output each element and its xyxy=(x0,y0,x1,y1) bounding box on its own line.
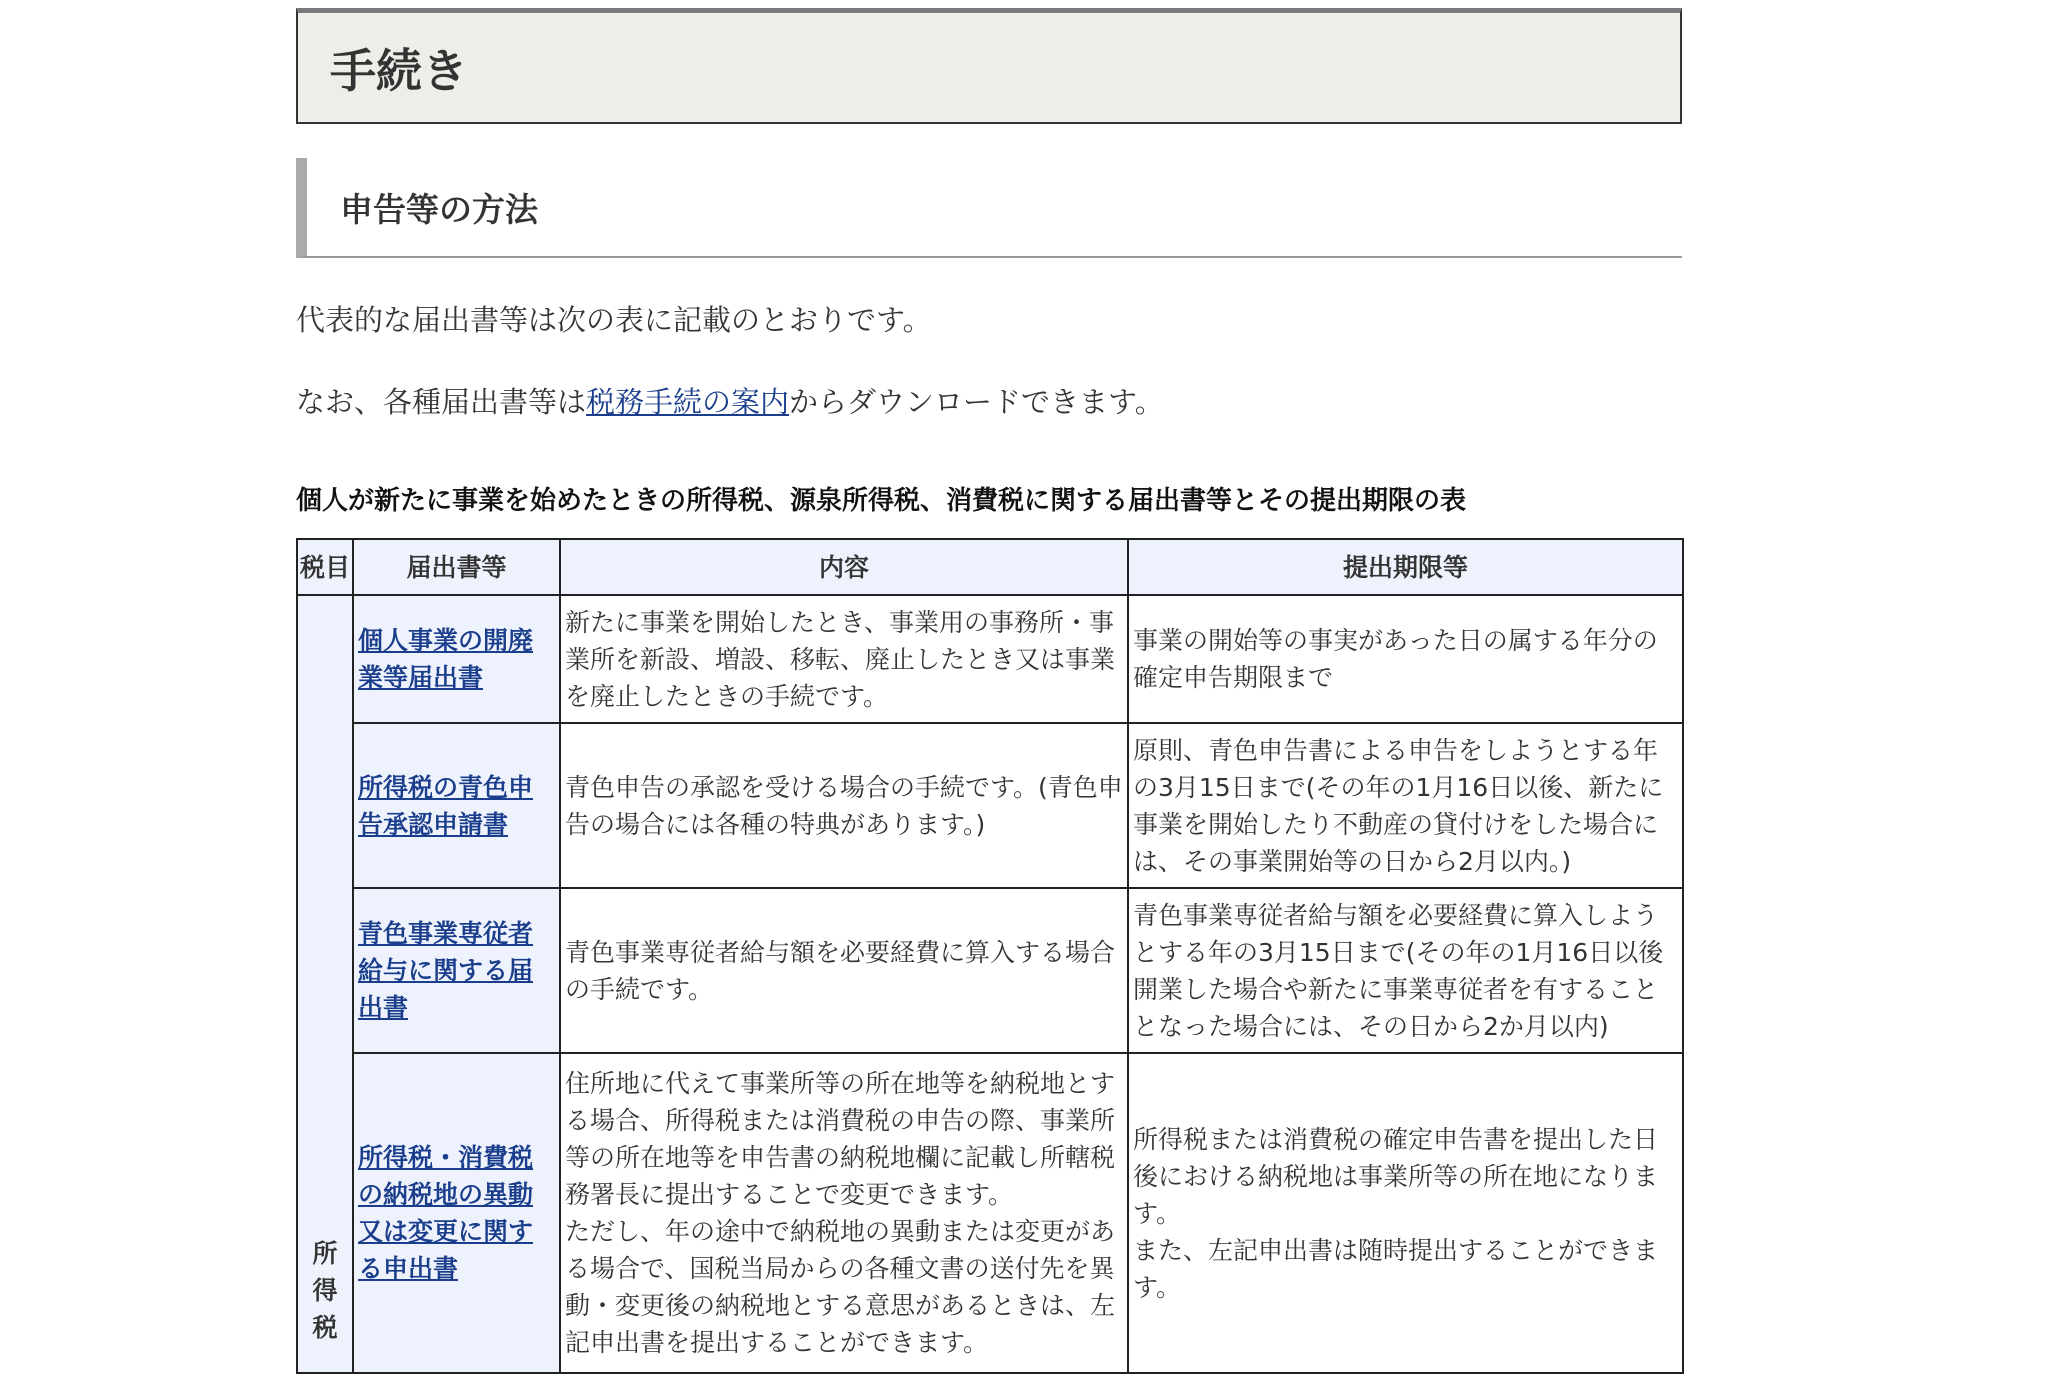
content-cell: 青色申告の承認を受ける場合の手続です。(青色申告の場合には各種の特典があります。) xyxy=(560,723,1128,888)
content-cell: 青色事業専従者給与額を必要経費に算入する場合の手続です。 xyxy=(560,888,1128,1053)
tax-procedure-guide-link[interactable]: 税務手続の案内 xyxy=(586,385,790,419)
table-row xyxy=(297,1053,1683,1373)
section-title: 申告等の方法 xyxy=(340,189,538,229)
tax-category-char: 所 xyxy=(312,1239,338,1268)
content-text: ただし、年の途中で納税地の異動または変更がある場合で、国税当局からの各種文書の送付先を異動・変更後の納税地とする意思があるときは、左記申出書を提出することができます。 xyxy=(565,1217,1116,1357)
tax-category-char: 税 xyxy=(312,1313,338,1342)
header-form: 届出書等 xyxy=(353,539,560,595)
table-header-row xyxy=(297,539,1683,595)
page-title-box xyxy=(296,8,1682,124)
page-title: 手続き xyxy=(330,43,468,98)
header-tax: 税目 xyxy=(297,539,353,595)
form-link-tax-place-change[interactable]: 所得税・消費税の納税地の異動又は変更に関する申出書 xyxy=(358,1143,534,1283)
tax-category-cell xyxy=(297,595,353,1373)
tax-category-char: 得 xyxy=(312,1276,338,1305)
page-content xyxy=(296,8,1682,1374)
header-deadline: 提出期限等 xyxy=(1128,539,1683,595)
form-cell xyxy=(353,595,560,723)
deadline-cell: 青色事業専従者給与額を必要経費に算入しようとする年の3月15日まで(その年の1月16日以後開業した場合や新たに事業専従者を有することとなった場合には、その日から2か月以内) xyxy=(1128,888,1683,1053)
deadline-text: また、左記申出書は随時提出することができます。 xyxy=(1133,1235,1659,1302)
table-row xyxy=(297,723,1683,888)
deadline-cell xyxy=(1128,1053,1683,1373)
table-row xyxy=(297,595,1683,723)
deadline-cell: 事業の開始等の事実があった日の属する年分の確定申告期限まで xyxy=(1128,595,1683,723)
content-cell: 新たに事業を開始したとき、事業用の事務所・事業所を新設、増設、移転、廃止したとき又は事業を廃止したときの手続です。 xyxy=(560,595,1128,723)
content-text: 住所地に代えて事業所等の所在地等を納税地とする場合、所得税または消費税の申告の際、事業所等の所在地等を申告書の納税地欄に記載し所轄税務署長に提出することで変更できます。 xyxy=(565,1069,1116,1209)
download-note xyxy=(296,382,1682,422)
section-heading-box xyxy=(296,158,1682,258)
table-caption: 個人が新たに事業を始めたときの所得税、源泉所得税、消費税に関する届出書等とその提出期限の表 xyxy=(296,486,1467,516)
table-row xyxy=(297,888,1683,1053)
intro-text: 代表的な届出書等は次の表に記載のとおりです。 xyxy=(296,303,932,337)
form-cell xyxy=(353,1053,560,1373)
form-link-blue-return[interactable]: 所得税の青色申告承認申請書 xyxy=(358,772,534,839)
content-cell xyxy=(560,1053,1128,1373)
deadline-text: 所得税または消費税の確定申告書を提出した日後における納税地は事業所等の所在地になります。 xyxy=(1133,1124,1659,1228)
filing-forms-table xyxy=(296,538,1684,1374)
download-note-before: なお、各種届出書等は xyxy=(296,385,587,419)
deadline-cell: 原則、青色申告書による申告をしようとする年の3月15日まで(その年の1月16日以後、新たに事業を開始したり不動産の貸付けをした場合には、その事業開始等の日から2月以内。) xyxy=(1128,723,1683,888)
form-cell xyxy=(353,723,560,888)
form-link-business-start[interactable]: 個人事業の開廃業等届出書 xyxy=(358,626,534,692)
download-note-after: からダウンロードできます。 xyxy=(789,385,1164,419)
form-cell xyxy=(353,888,560,1053)
header-content: 内容 xyxy=(560,539,1128,595)
form-link-family-employee-salary[interactable]: 青色事業専従者給与に関する届出書 xyxy=(358,919,534,1022)
